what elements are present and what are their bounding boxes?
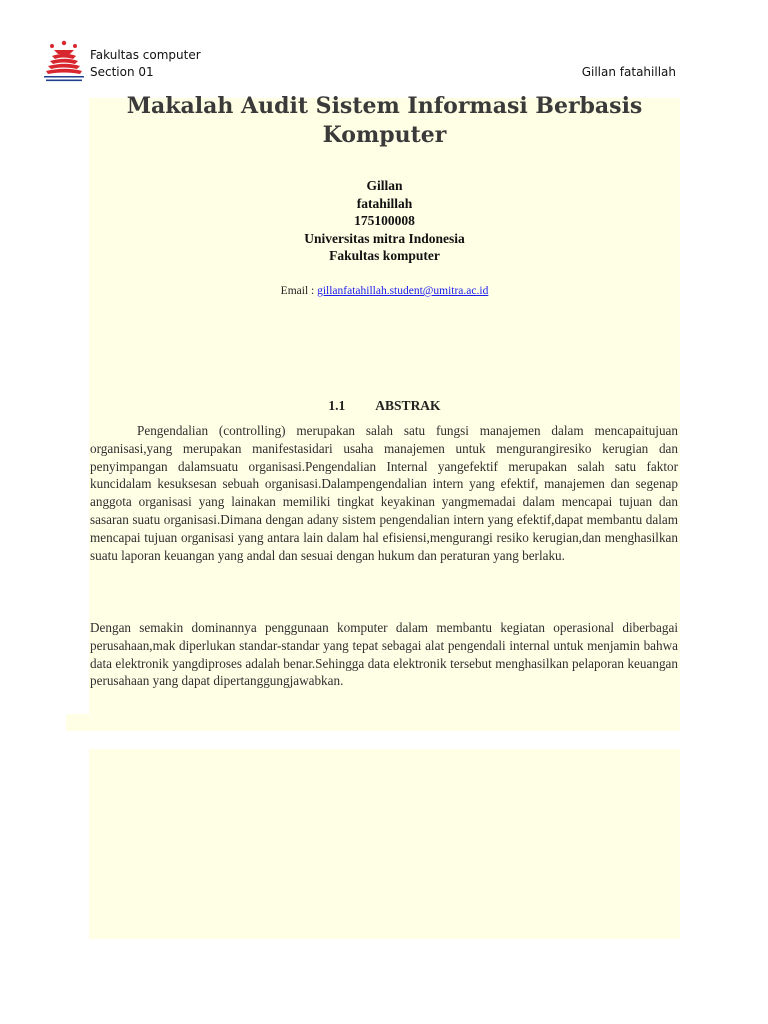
- university-logo: [40, 40, 88, 84]
- abstract-paragraph-2: Dengan semakin dominannya penggunaan komputer dalam membantu kegiatan operasional diberbagai perusahaan,mak diperlukan standar-standar yang tepat sebagai alat pengendali internal untuk menjamin bahwa data elektronik yangdiproses adalah benar.Sehingga data elektronik tersebut menghasilkan pelaporan keuangan perusahaan yang dapat dipertanggungjawabkan.: [90, 620, 678, 689]
- highlight-overflow: [66, 714, 90, 731]
- email-line: [89, 285, 680, 297]
- abstract-paragraph-1: Pengendalian (controlling) merupakan salah satu fungsi manajemen dalam mencapaitujuan organisasi,yang merupakan manifestasidari usaha manajemen untuk mengurangiresiko kerugian dan penyimpangan dalamsuatu organisasi.Pengendalian Internal yangefektif merupakan salah satu faktor kuncidalam kesuksesan sebuah organisasi.Dalampengendalian intern yang efektif, manajemen dan segenap anggota organisasi yang lainakan memiliki tingkat keyakinan yangmemadai dalam mencapai tujuan dan sasaran suatu organisasi.Dimana dengan adany sistem pengendalian intern yang efektif,dapat membantu dalam mencapai tujuan organisasi yang antara lain dalam hal efisiensi,mengurangi resiko kerugian,dan menghasilkan suatu laporan keuangan yang andal dan sesuai dengan hukum dan peraturan yang berlaku.: [90, 423, 678, 563]
- email-label: Email :: [280, 285, 318, 297]
- author-last-name: fatahillah: [356, 195, 413, 211]
- author-info: [89, 177, 680, 265]
- header-faculty: Fakultas computer: [90, 48, 201, 62]
- header-section: Section 01: [90, 65, 154, 79]
- empty-highlight-block: [89, 749, 680, 939]
- section-title: ABSTRAK: [375, 398, 441, 413]
- header-author: Gillan fatahillah: [581, 65, 676, 79]
- university-name: Universitas mitra Indonesia: [304, 230, 465, 246]
- section-number: 1.1: [328, 398, 346, 413]
- faculty-name: Fakultas komputer: [329, 248, 440, 263]
- section-heading: [89, 398, 680, 414]
- student-id: 175100008: [354, 213, 415, 228]
- header-left: [90, 47, 201, 81]
- author-first-name: Gillan: [366, 178, 403, 193]
- email-link[interactable]: gillanfatahillah.student@umitra.ac.id: [317, 285, 489, 297]
- document-title: Makalah Audit Sistem Informasi Berbasis Komputer: [126, 93, 643, 148]
